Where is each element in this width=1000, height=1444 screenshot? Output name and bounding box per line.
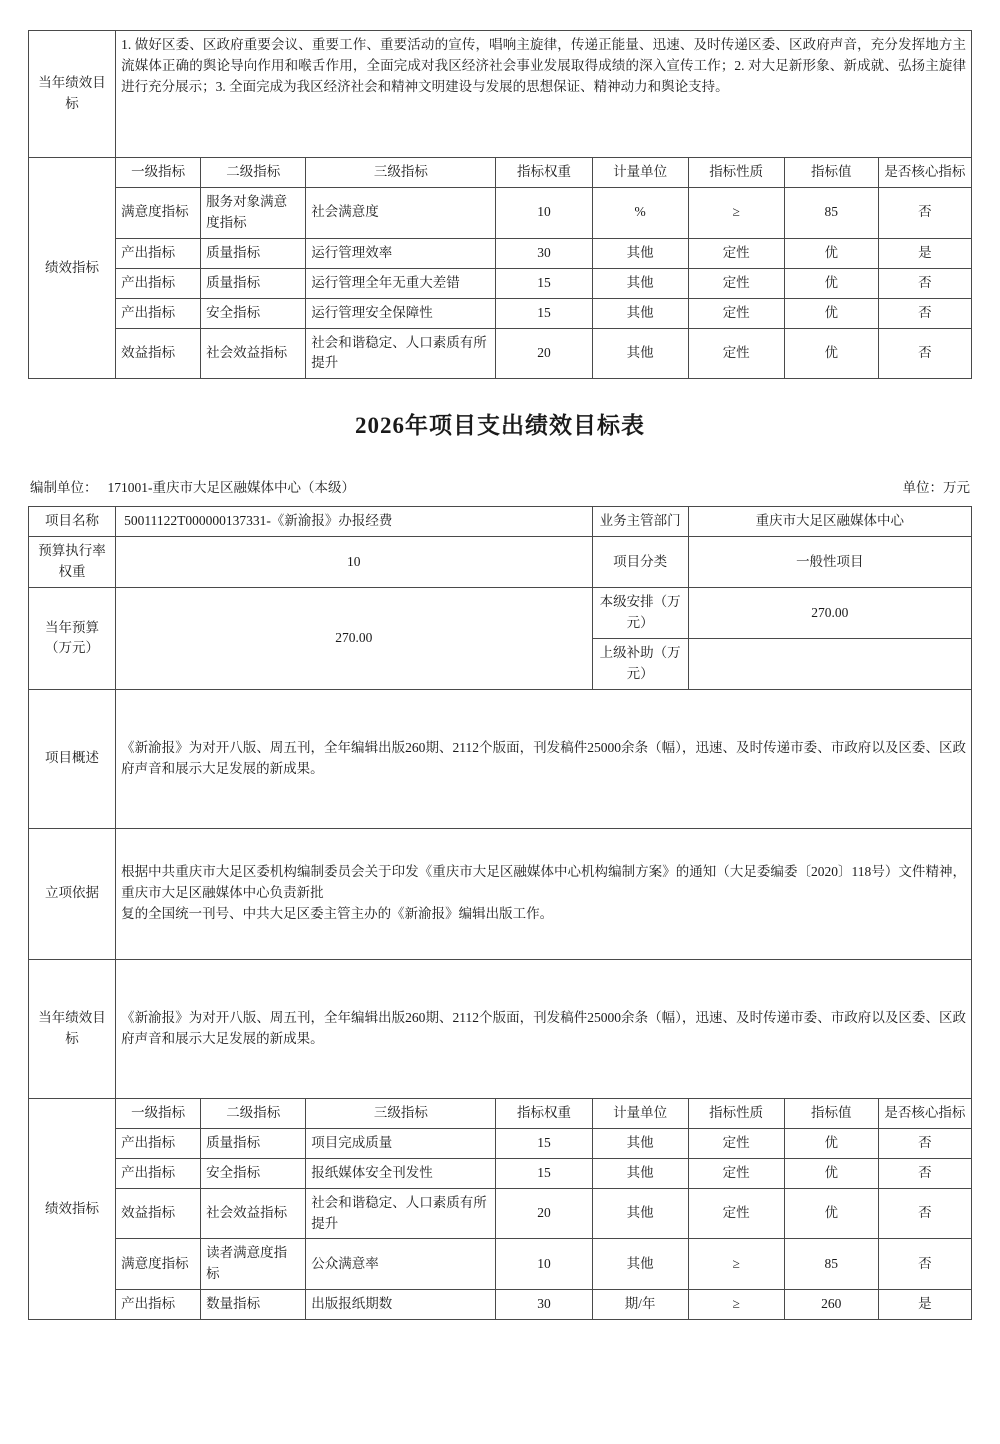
col-header-core: 是否核心指标 <box>878 1098 971 1128</box>
cell-value: 优 <box>784 1128 878 1158</box>
cell-level3: 运行管理效率 <box>306 238 496 268</box>
cell-nature: 定性 <box>688 298 784 328</box>
cell-level3: 项目完成质量 <box>306 1128 496 1158</box>
cell-core: 否 <box>878 1239 971 1290</box>
col-header-value: 指标值 <box>784 158 878 188</box>
document-page <box>0 30 1000 1444</box>
cell-weight: 15 <box>496 1128 592 1158</box>
col-header-weight: 指标权重 <box>496 158 592 188</box>
cell-unit: % <box>592 187 688 238</box>
cell-level1: 产出指标 <box>116 268 201 298</box>
compiler-unit-label: 编制单位： <box>30 480 98 496</box>
cell-level2: 社会效益指标 <box>201 328 306 379</box>
cell-level1: 产出指标 <box>116 1290 201 1320</box>
table-row <box>29 828 972 959</box>
cell-value: 优 <box>784 238 878 268</box>
cell-weight: 30 <box>496 1290 592 1320</box>
cell-weight: 30 <box>496 238 592 268</box>
cell-unit: 其他 <box>592 298 688 328</box>
cell-value: 85 <box>784 1239 878 1290</box>
competent-dept-value: 重庆市大足区融媒体中心 <box>688 507 971 537</box>
cell-level2: 读者满意度指标 <box>201 1239 306 1290</box>
col-header-level3: 三级指标 <box>306 1098 496 1128</box>
row-label-competent-dept: 业务主管部门 <box>592 507 688 537</box>
cell-weight: 20 <box>496 328 592 379</box>
cell-level1: 产出指标 <box>116 298 201 328</box>
col-header-level3: 三级指标 <box>306 158 496 188</box>
table-row <box>29 1188 972 1239</box>
cell-value: 优 <box>784 268 878 298</box>
cell-unit: 其他 <box>592 328 688 379</box>
cell-level1: 满意度指标 <box>116 187 201 238</box>
cell-level2: 质量指标 <box>201 238 306 268</box>
cell-weight: 10 <box>496 187 592 238</box>
cell-level1: 产出指标 <box>116 238 201 268</box>
cell-value: 优 <box>784 298 878 328</box>
exec-rate-weight-value: 10 <box>116 537 592 588</box>
col-header-core: 是否核心指标 <box>878 158 971 188</box>
col-header-unit: 计量单位 <box>592 158 688 188</box>
indicator-header-row <box>29 158 972 188</box>
indicator-header-row <box>29 1098 972 1128</box>
annual-goal-text: 《新渝报》为对开八版、周五刊，全年编辑出版260期、2112个版面，刊发稿件25000余条（幅），迅速、及时传递市委、市政府以及区委、区政府声音和展示大足发展的新成果。 <box>116 959 972 1098</box>
cell-unit: 其他 <box>592 238 688 268</box>
row-label-annual-goal: 当年绩效目标 <box>29 31 116 158</box>
row-label-exec-rate-weight: 预算执行率权重 <box>29 537 116 588</box>
cell-value: 260 <box>784 1290 878 1320</box>
cell-core: 否 <box>878 187 971 238</box>
cell-nature: 定性 <box>688 328 784 379</box>
cell-core: 否 <box>878 298 971 328</box>
basis-line-2: 复的全国统一刊号、中共大足区委主管主办的《新渝报》编辑出版工作。 <box>121 906 554 922</box>
cell-nature: 定性 <box>688 1188 784 1239</box>
cell-weight: 15 <box>496 268 592 298</box>
col-header-level2: 二级指标 <box>201 158 306 188</box>
cell-unit: 其他 <box>592 1128 688 1158</box>
cell-core: 否 <box>878 1188 971 1239</box>
upper-subsidy-value <box>688 638 971 689</box>
cell-level1: 满意度指标 <box>116 1239 201 1290</box>
row-label-project-name: 项目名称 <box>29 507 116 537</box>
table-row <box>29 268 972 298</box>
cell-level1: 效益指标 <box>116 1188 201 1239</box>
cell-unit: 其他 <box>592 1158 688 1188</box>
cell-value: 优 <box>784 328 878 379</box>
cell-level3: 报纸媒体安全刊发性 <box>306 1158 496 1188</box>
cell-level3: 运行管理全年无重大差错 <box>306 268 496 298</box>
cell-value: 85 <box>784 187 878 238</box>
cell-nature: ≥ <box>688 187 784 238</box>
cell-level3: 运行管理安全保障性 <box>306 298 496 328</box>
cell-core: 是 <box>878 1290 971 1320</box>
cell-level3: 公众满意率 <box>306 1239 496 1290</box>
table-row <box>29 689 972 828</box>
table-row <box>29 328 972 379</box>
project-performance-table <box>28 506 972 1320</box>
cell-core: 是 <box>878 238 971 268</box>
col-header-level2: 二级指标 <box>201 1098 306 1128</box>
cell-weight: 15 <box>496 298 592 328</box>
col-header-value: 指标值 <box>784 1098 878 1128</box>
cell-core: 否 <box>878 1158 971 1188</box>
cell-unit: 其他 <box>592 1239 688 1290</box>
cell-level3: 出版报纸期数 <box>306 1290 496 1320</box>
compiler-unit <box>30 476 355 496</box>
cell-level2: 质量指标 <box>201 1128 306 1158</box>
establishment-basis-text <box>116 828 972 959</box>
col-header-level1: 一级指标 <box>116 158 201 188</box>
cell-nature: ≥ <box>688 1239 784 1290</box>
table-row <box>29 959 972 1098</box>
row-label-local-arrangement: 本级安排（万元） <box>592 588 688 639</box>
row-label-project-overview: 项目概述 <box>29 689 116 828</box>
table-row <box>29 1128 972 1158</box>
meta-line <box>28 476 972 496</box>
col-header-nature: 指标性质 <box>688 1098 784 1128</box>
cell-value: 优 <box>784 1188 878 1239</box>
local-arrangement-value: 270.00 <box>688 588 971 639</box>
cell-level2: 质量指标 <box>201 268 306 298</box>
cell-level2: 安全指标 <box>201 298 306 328</box>
cell-weight: 10 <box>496 1239 592 1290</box>
row-label-annual-goal: 当年绩效目标 <box>29 959 116 1098</box>
cell-level1: 产出指标 <box>116 1158 201 1188</box>
col-header-unit: 计量单位 <box>592 1098 688 1128</box>
row-label-project-category: 项目分类 <box>592 537 688 588</box>
table-row <box>29 1290 972 1320</box>
project-category-value: 一般性项目 <box>688 537 971 588</box>
cell-nature: 定性 <box>688 238 784 268</box>
cell-core: 否 <box>878 1128 971 1158</box>
cell-weight: 15 <box>496 1158 592 1188</box>
cell-value: 优 <box>784 1158 878 1188</box>
row-label-performance-indicators: 绩效指标 <box>29 1098 116 1319</box>
annual-budget-value: 270.00 <box>116 588 592 690</box>
table-row <box>29 537 972 588</box>
cell-level3: 社会满意度 <box>306 187 496 238</box>
project-name-value: 50011122T000000137331-《新渝报》办报经费 <box>116 507 592 537</box>
page-title: 2026年项目支出绩效目标表 <box>355 413 645 439</box>
cell-level2: 安全指标 <box>201 1158 306 1188</box>
cell-level2: 服务对象满意度指标 <box>201 187 306 238</box>
table-row <box>29 187 972 238</box>
table-row <box>29 507 972 537</box>
row-label-annual-budget: 当年预算（万元） <box>29 588 116 690</box>
cell-level2: 社会效益指标 <box>201 1188 306 1239</box>
table-row <box>29 238 972 268</box>
cell-unit: 其他 <box>592 1188 688 1239</box>
row-label-upper-subsidy: 上级补助（万元） <box>592 638 688 689</box>
table-row <box>29 588 972 639</box>
row-label-performance-indicators: 绩效指标 <box>29 158 116 379</box>
table-row <box>29 1158 972 1188</box>
cell-unit: 其他 <box>592 268 688 298</box>
amount-unit-label: 单位：万元 <box>902 480 970 496</box>
table-row <box>29 298 972 328</box>
cell-nature: ≥ <box>688 1290 784 1320</box>
cell-level2: 数量指标 <box>201 1290 306 1320</box>
performance-goal-table-top <box>28 30 972 379</box>
basis-line-1: 根据中共重庆市大足区委机构编制委员会关于印发《重庆市大足区融媒体中心机构编制方案》的通知（大足委编委〔2020〕118号）文件精神，重庆市大足区融媒体中心负责新批 <box>121 864 966 901</box>
cell-nature: 定性 <box>688 1128 784 1158</box>
annual-goal-text: 1. 做好区委、区政府重要会议、重要工作、重要活动的宣传，唱响主旋律，传递正能量、迅速、及时传递区委、区政府声音，充分发挥地方主流媒体正确的舆论导向作用和喉舌作用，全面完成对我区经济社会事业发展取得成绩的深入宣传工作；2. 对大足新形象、新成就、弘扬主旋律进行充分展示；3. 全面完成为我区经济社会和精神文明建设与发展的思想保证、精神动力和舆论支持。 <box>116 31 972 158</box>
cell-core: 否 <box>878 328 971 379</box>
row-label-establishment-basis: 立项依据 <box>29 828 116 959</box>
cell-unit: 期/年 <box>592 1290 688 1320</box>
col-header-weight: 指标权重 <box>496 1098 592 1128</box>
cell-level3: 社会和谐稳定、人口素质有所提升 <box>306 328 496 379</box>
cell-nature: 定性 <box>688 1158 784 1188</box>
table-row <box>29 31 972 158</box>
col-header-nature: 指标性质 <box>688 158 784 188</box>
cell-core: 否 <box>878 268 971 298</box>
col-header-level1: 一级指标 <box>116 1098 201 1128</box>
cell-level1: 效益指标 <box>116 328 201 379</box>
table-row <box>29 1239 972 1290</box>
cell-nature: 定性 <box>688 268 784 298</box>
compiler-unit-value: 171001-重庆市大足区融媒体中心（本级） <box>107 480 355 496</box>
cell-weight: 20 <box>496 1188 592 1239</box>
project-overview-text: 《新渝报》为对开八版、周五刊，全年编辑出版260期、2112个版面，刊发稿件25000余条（幅），迅速、及时传递市委、市政府以及区委、区政府声音和展示大足发展的新成果。 <box>116 689 972 828</box>
cell-level3: 社会和谐稳定、人口素质有所提升 <box>306 1188 496 1239</box>
cell-level1: 产出指标 <box>116 1128 201 1158</box>
